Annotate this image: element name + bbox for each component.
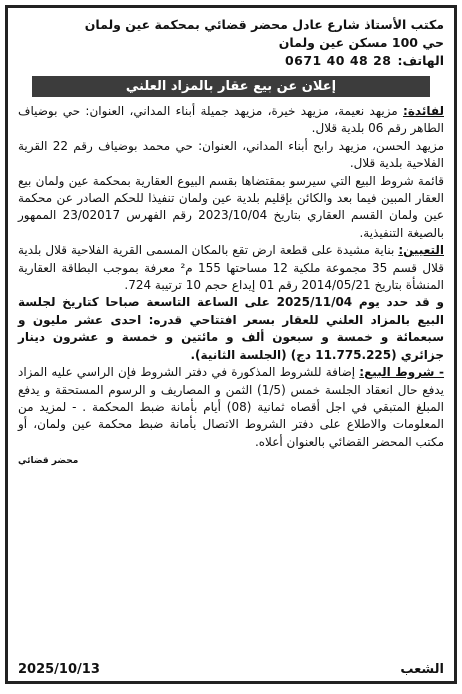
phone-number: 0671 40 48 28	[284, 53, 392, 68]
beneficiaries-paragraph	[18, 103, 444, 138]
sale-terms-text: إضافة للشروط المذكورة في دفتر الشروط فإن الراسي عليه المزاد يدفع حال انعقاد الجلسة خمس (1/5) الثمن و المصاريف و الرسوم المستحقة و يدفع المبلغ المتبقي في اجل أقصاه ثمانية (08) أيام بأمانة ضبط المحكمة . - لمزيد من المعلومات والاطلاع على دفتر الشروط الاتصال بأمانة ضبط محكمة عين ولمان، أو مكتب المحضر القضائي بالعنوان أعلاه.	[18, 365, 445, 449]
sale-terms-paragraph	[18, 364, 444, 451]
signature-row	[18, 453, 444, 470]
property-designation	[18, 242, 444, 294]
legal-notice	[5, 5, 457, 684]
notice-title: إعلان عن بيع عقار بالمزاد العلني	[32, 76, 430, 97]
designation-label: التعيين:	[398, 243, 444, 258]
publication-date: 2025/10/13	[18, 662, 100, 677]
sale-terms-label: - شروط البيع:	[359, 365, 445, 380]
office-name: مكتب الأستاذ شارع عادل محضر قضائي بمحكمة عين ولمان	[84, 17, 444, 32]
signature-label: محضر قضائي	[18, 456, 79, 467]
beneficiaries-label: لفائدة:	[403, 104, 444, 118]
beneficiaries-text: مزيهد نعيمة، مزيهد خيرة، مزيهد جميلة أبناء المداني، العنوان: حي بوضياف الطاهر رقم 06 بلدية قلال.	[18, 104, 444, 136]
designation-text: بناية مشيدة على قطعة ارض تقع بالمكان المسمى القرية الفلاحية قلال بلدية قلال قسم 35 مجموعة ملكية 12 مساحتها 155 م² معرفة بموجب البطاقة العقارية المنشأة بتاريخ 2014/05/21 رقم 01 إيداع حجم 10 ترتيبة 724.	[18, 243, 444, 293]
publication-name: الشعب	[400, 662, 444, 677]
sale-conditions-intro: قائمة شروط البيع التي سيرسو بمقتضاها بقسم البيوع العقارية بمحكمة عين ولمان بيع العقار المبين فيما بعد والكائن بإقليم بلدية عين ولمان تنفيذا للحكم الصادر عن محكمة عين ولمان القسم العقاري بتاريخ 2023/10/04 رقم الفهرس 23/02017 الممهور بالصيغة التنفيذية.	[18, 173, 444, 240]
phone-label: الهاتف:	[397, 53, 444, 68]
notice-header	[18, 16, 444, 70]
auction-date-paragraph: و قد حدد يوم 2025/11/04 على الساعة التاسعة صباحا كتاريخ لجلسة البيع بالمزاد العلني للعقار بسعر افتتاحي قدره: احدى عشر مليون و سبعمائة و خمسة و سبعون ألف و مائتين و خمسة و عشرون دينار جزائري (11.775.225 دج) (الجلسة الثانية).	[18, 295, 444, 362]
office-address: حي 100 مسكن عين ولمان	[278, 35, 444, 50]
beneficiaries-paragraph-2: مزيهد الحسن، مزيهد رابح أبناء المداني، العنوان: حي محمد بوضياف رقم 22 القرية الفلاحية بلدية قلال.	[18, 138, 444, 171]
notice-footer	[18, 662, 444, 677]
notice-body	[18, 103, 444, 471]
phone-row	[18, 52, 444, 70]
